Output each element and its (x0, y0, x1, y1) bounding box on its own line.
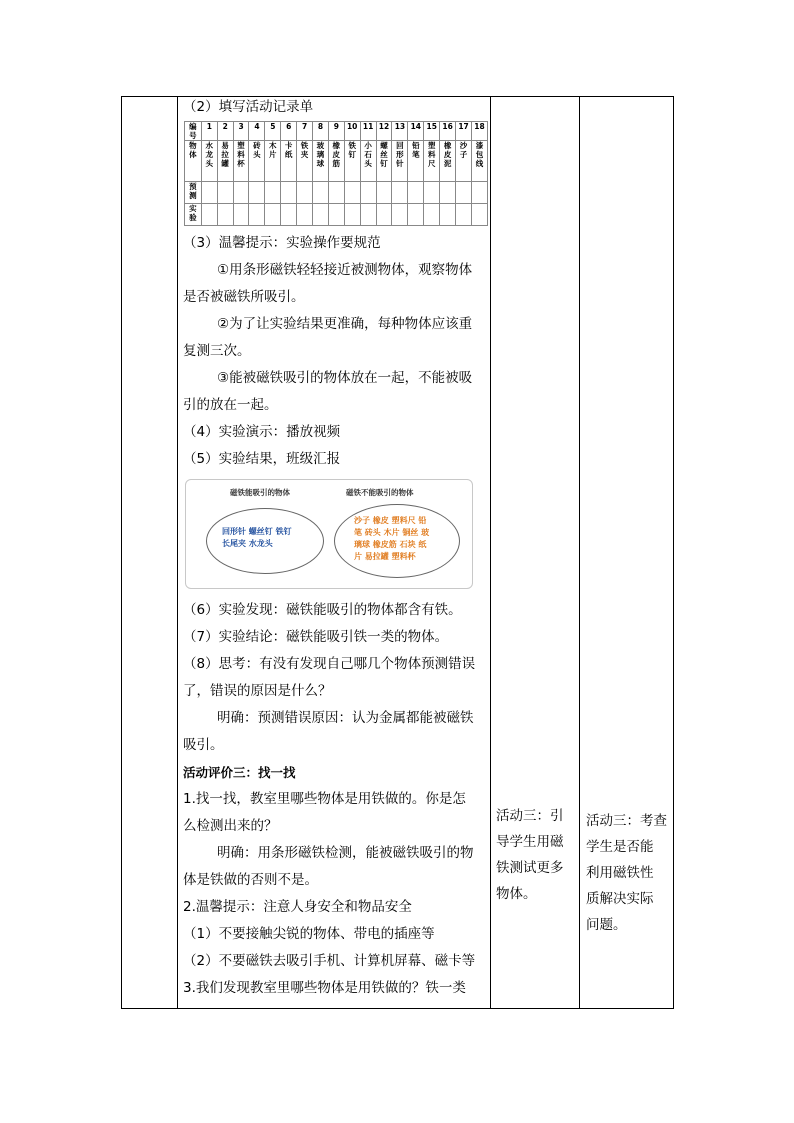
blank-cell (281, 204, 297, 226)
blank-cell (471, 182, 487, 204)
guide-line-2: 导学生用磁 (496, 834, 564, 850)
safety-tip-title: 2.温馨提示：注意人身安全和物品安全 (183, 899, 412, 915)
blank-cell (328, 204, 344, 226)
tips-title: （3）温馨提示：实验操作要规范 (183, 235, 381, 251)
attracted-items-line-2: 长尾夹 水龙头 (222, 539, 273, 548)
main-content-cell (183, 98, 488, 1002)
object-cell: 砖头 (249, 141, 265, 182)
answer-1-line-1: 明确：用条形磁铁检测，能被磁铁吸引的物 (217, 845, 474, 861)
attracted-items (222, 526, 292, 550)
number-cell: 6 (281, 122, 297, 141)
header-cell: 实验 (185, 204, 202, 226)
table-row (185, 122, 488, 141)
number-cell: 7 (297, 122, 313, 141)
question-3-line: 3.我们发现教室里哪些物体是用铁做的？铁一类 (183, 980, 466, 996)
attracted-title: 磁铁能吸引的物体 (230, 488, 290, 497)
number-cell: 2 (217, 122, 233, 141)
blank-cell (424, 204, 440, 226)
object-cell: 铅笔 (408, 141, 424, 182)
not-attracted-items-line-2: 笔 砖头 木片 铜丝 玻 (354, 528, 430, 537)
object-cell: 卡纸 (281, 141, 297, 182)
blank-cell (312, 204, 328, 226)
object-cell: 沙子 (456, 141, 472, 182)
blank-cell (217, 204, 233, 226)
heading-fill-record: （2）填写活动记录单 (183, 99, 314, 115)
blank-cell (392, 182, 408, 204)
tip-2-line-2: 复测三次。 (183, 343, 251, 359)
number-cell: 17 (456, 122, 472, 141)
finding-line: （6）实验发现：磁铁能吸引的物体都含有铁。 (183, 602, 462, 618)
table-row (185, 182, 488, 204)
assessment-line-3: 利用磁铁性 (586, 865, 654, 881)
blank-cell (456, 182, 472, 204)
table-border-left (121, 96, 122, 1009)
blank-cell (297, 182, 313, 204)
blank-cell (344, 204, 360, 226)
table-border-right (673, 96, 674, 1009)
object-cell: 回形针 (392, 141, 408, 182)
tip-1-line-1: ①用条形磁铁轻轻接近被测物体，观察物体 (217, 262, 473, 278)
assessment-line-1: 活动三：考查 (586, 813, 667, 829)
table-border-top (121, 96, 674, 97)
number-cell: 3 (233, 122, 249, 141)
object-cell: 塑料尺 (424, 141, 440, 182)
number-cell: 15 (424, 122, 440, 141)
blank-cell (233, 182, 249, 204)
blank-cell (328, 182, 344, 204)
blank-cell (376, 182, 392, 204)
table-row (185, 141, 488, 182)
attracted-items-line-1: 回形针 螺丝钉 铁钉 (222, 527, 292, 536)
assessment-line-2: 学生是否能 (586, 839, 654, 855)
object-cell: 铁钉 (344, 141, 360, 182)
guide-line-1: 活动三：引 (496, 808, 564, 824)
number-cell: 4 (249, 122, 265, 141)
blank-cell (281, 182, 297, 204)
number-cell: 18 (471, 122, 487, 141)
object-cell: 木片 (265, 141, 281, 182)
object-cell: 橡皮泥 (440, 141, 456, 182)
blank-cell (392, 204, 408, 226)
guide-line-4: 物体。 (496, 886, 537, 902)
blank-cell (249, 204, 265, 226)
number-cell: 12 (376, 122, 392, 141)
object-cell: 漆包线 (471, 141, 487, 182)
tip-1-line-2: 是否被磁铁所吸引。 (183, 289, 305, 305)
header-cell: 预测 (185, 182, 202, 204)
table-border-col3 (579, 96, 580, 1009)
blank-cell (408, 204, 424, 226)
table-border-bottom (121, 1008, 674, 1009)
question-1-line-1: 1.找一找，教室里哪些物体是用铁做的。你是怎 (183, 791, 466, 807)
blank-cell (471, 204, 487, 226)
not-attracted-items-line-1: 沙子 橡皮 塑料尺 铅 (354, 516, 427, 525)
answer-1-line-2: 体是铁做的否则不是。 (183, 872, 318, 888)
blank-cell (376, 204, 392, 226)
tip-2-line-1: ②为了让实验结果更准确，每种物体应该重 (217, 316, 473, 332)
object-cell: 铁夹 (297, 141, 313, 182)
conclusion-line: （7）实验结论：磁铁能吸引铁一类的物体。 (183, 629, 449, 645)
object-cell: 水龙头 (201, 141, 217, 182)
activity-record-table (184, 121, 488, 226)
number-cell: 16 (440, 122, 456, 141)
blank-cell (233, 204, 249, 226)
number-cell: 13 (392, 122, 408, 141)
blank-cell (217, 182, 233, 204)
table-row (185, 204, 488, 226)
object-cell: 玻璃球 (312, 141, 328, 182)
result-figure (185, 479, 473, 589)
header-cell: 编号 (185, 122, 202, 141)
not-attracted-items-line-3: 璃球 橡皮筋 石块 纸 (354, 540, 427, 549)
number-cell: 1 (201, 122, 217, 141)
think-line-1: （8）思考：有没有发现自己哪几个物体预测错误 (183, 656, 476, 672)
activity-3-guide-cell (496, 803, 578, 907)
blank-cell (249, 182, 265, 204)
not-attracted-items-line-4: 片 易拉罐 塑料杯 (354, 552, 416, 561)
blank-cell (456, 204, 472, 226)
blank-cell (360, 182, 376, 204)
number-cell: 11 (360, 122, 376, 141)
blank-cell (201, 204, 217, 226)
blank-cell (312, 182, 328, 204)
object-cell: 易拉罐 (217, 141, 233, 182)
safety-tip-1: （1）不要接触尖锐的物体、带电的插座等 (183, 926, 435, 942)
header-cell: 物体 (185, 141, 202, 182)
number-cell: 8 (312, 122, 328, 141)
table-border-col1 (177, 96, 178, 1009)
assessment-line-5: 问题。 (586, 917, 627, 933)
blank-cell (440, 204, 456, 226)
clarify-line-1: 明确：预测错误原因：认为金属都能被磁铁 (217, 710, 474, 726)
blank-cell (201, 182, 217, 204)
blank-cell (424, 182, 440, 204)
blank-cell (297, 204, 313, 226)
evaluation-3-title: 活动评价三：找一找 (183, 765, 296, 780)
object-cell: 小石头 (360, 141, 376, 182)
number-cell: 9 (328, 122, 344, 141)
blank-cell (440, 182, 456, 204)
question-1-line-2: 么检测出来的？ (183, 818, 278, 834)
tip-3-line-1: ③能被磁铁吸引的物体放在一起，不能被吸 (217, 370, 473, 386)
blank-cell (360, 204, 376, 226)
table-border-col2 (490, 96, 491, 1009)
think-line-2: 了，错误的原因是什么？ (183, 683, 332, 699)
clarify-line-2: 吸引。 (183, 737, 224, 753)
not-attracted-title: 磁铁不能吸引的物体 (346, 488, 414, 497)
demo-line: （4）实验演示：播放视频 (183, 424, 341, 440)
number-cell: 10 (344, 122, 360, 141)
result-line: （5）实验结果，班级汇报 (183, 451, 341, 467)
guide-line-3: 铁测试更多 (496, 860, 564, 876)
tip-3-line-2: 引的放在一起。 (183, 397, 278, 413)
number-cell: 14 (408, 122, 424, 141)
object-cell: 塑料杯 (233, 141, 249, 182)
object-cell: 橡皮筋 (328, 141, 344, 182)
safety-tip-2: （2）不要磁铁去吸引手机、计算机屏幕、磁卡等 (183, 953, 476, 969)
object-cell: 螺丝钉 (376, 141, 392, 182)
blank-cell (344, 182, 360, 204)
not-attracted-items (354, 515, 429, 563)
blank-cell (408, 182, 424, 204)
blank-cell (265, 204, 281, 226)
assessment-line-4: 质解决实际 (586, 891, 654, 907)
activity-3-assessment-cell (586, 808, 672, 938)
number-cell: 5 (265, 122, 281, 141)
blank-cell (265, 182, 281, 204)
